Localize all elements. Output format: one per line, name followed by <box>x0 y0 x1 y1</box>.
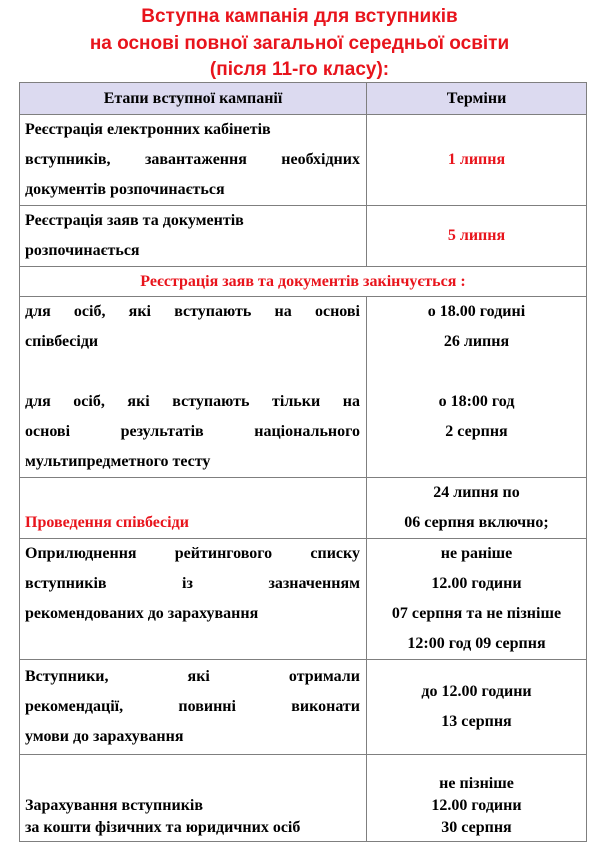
table-header-row <box>20 83 587 115</box>
stage-text: умови до зарахування <box>25 728 184 745</box>
term-text: 26 липня <box>443 333 510 350</box>
table-row <box>20 478 587 539</box>
term-text: не пізніше <box>439 775 514 792</box>
stage-text: співбесіди <box>25 333 99 350</box>
stage-text: вступників із зазначенням <box>25 575 360 592</box>
stage-cell <box>20 115 367 206</box>
term-text: 5 липня <box>447 227 506 244</box>
table-row <box>20 297 587 478</box>
section-heading: Реєстрація заяв та документів закінчується : <box>20 267 587 297</box>
term-text: 1 липня <box>447 151 506 168</box>
term-text: о 18.00 годині <box>427 303 526 320</box>
stage-text: рекомендації, повинні виконати <box>25 698 360 715</box>
stage-text: Проведення співбесіди <box>25 514 189 531</box>
term-cell <box>367 206 587 267</box>
table-row <box>20 206 587 267</box>
term-text: 06 серпня включно; <box>404 514 549 531</box>
stage-text: документів розпочинається <box>25 181 225 198</box>
page-title <box>0 4 599 84</box>
term-cell <box>367 539 587 660</box>
stage-text: за кошти фізичних та юридичних осіб <box>25 819 301 836</box>
term-cell <box>367 755 587 842</box>
term-text: о 18:00 год <box>438 393 515 410</box>
stage-cell <box>20 297 367 478</box>
term-text: 12.00 години <box>431 797 522 814</box>
stage-cell <box>20 755 367 842</box>
table-row <box>20 755 587 842</box>
stage-text: Оприлюднення рейтингового списку <box>25 545 360 562</box>
term-cell <box>367 115 587 206</box>
stage-cell <box>20 478 367 539</box>
stage-cell <box>20 660 367 755</box>
table-row <box>20 267 587 297</box>
stage-text: розпочинається <box>25 242 140 259</box>
term-text: до 12.00 години <box>421 683 532 700</box>
stage-cell <box>20 539 367 660</box>
title-line-2: на основі повної загальної середньої освіти <box>89 32 510 54</box>
admission-schedule-table <box>19 82 587 842</box>
term-text: 13 серпня <box>441 713 512 730</box>
table-row <box>20 539 587 660</box>
term-cell <box>367 478 587 539</box>
stage-text: рекомендованих до зарахування <box>25 605 259 622</box>
table-row <box>20 115 587 206</box>
term-cell <box>367 297 587 478</box>
term-text: 12:00 год 09 серпня <box>407 635 546 652</box>
header-terms: Терміни <box>367 83 587 115</box>
term-text: 07 серпня та не пізніше <box>391 605 562 622</box>
stage-text: мультипредметного тесту <box>25 453 211 470</box>
stage-text: основі результатів національного <box>25 423 360 440</box>
stage-text: Вступники, які отримали <box>25 668 360 685</box>
term-text: 24 липня по <box>433 484 520 501</box>
stage-text: для осіб, які вступають на основі <box>25 303 360 320</box>
stage-text: Зарахування вступників <box>25 797 204 814</box>
stage-cell <box>20 206 367 267</box>
term-text: 30 серпня <box>441 819 512 836</box>
table-row <box>20 660 587 755</box>
title-line-3: (після 11-го класу): <box>209 59 390 80</box>
stage-text: вступників, завантаження необхідних <box>25 151 360 168</box>
stage-text: для осіб, які вступають тільки на <box>25 393 360 410</box>
header-stages: Етапи вступної кампанії <box>20 83 367 115</box>
term-text: 12.00 години <box>431 575 522 592</box>
stage-text: Реєстрація заяв та документів <box>25 212 244 229</box>
term-text: 2 серпня <box>445 423 508 440</box>
term-cell <box>367 660 587 755</box>
term-text: не раніше <box>440 545 513 562</box>
stage-text: Реєстрація електронних кабінетів <box>25 121 271 138</box>
title-line-1: Вступна кампанія для вступників <box>141 6 458 27</box>
